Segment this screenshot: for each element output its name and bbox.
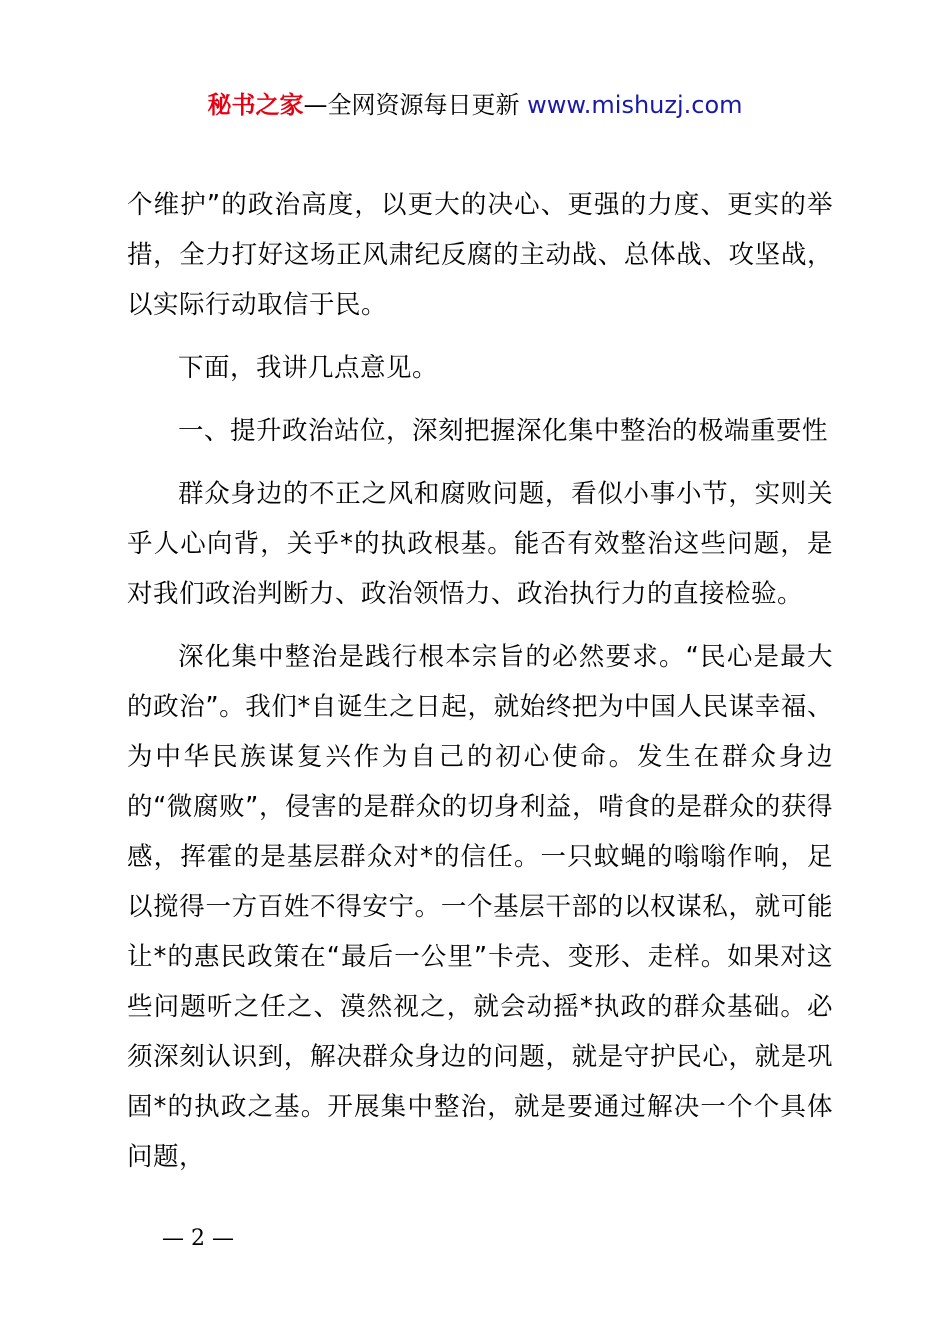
paragraph-continuation: 个维护”的政治高度，以更大的决心、更强的力度、更实的举措，全力打好这场正风肃纪反腐的主动战、总体战、攻坚战，以实际行动取信于民。 bbox=[127, 190, 833, 320]
paragraph: 深化集中整治是践行根本宗旨的必然要求。“民心是最大的政治”。我们*自诞生之日起，就始终把为中国人民谋幸福、为中华民族谋复兴作为自己的初心使命。发生在群众身边的“微腐败”，侵害的是群众的切身利益，啃食的是群众的获得感，挥霍的是基层群众对*的信任。一只蚊蝇的嗡嗡作响，足以搅得一方百姓不得安宁。一个基层干部的以权谋私，就可能让*的惠民政策在“最后一公里”卡壳、变形、走样。如果对这些问题听之任之、漠然视之，就会动摇*执政的群众基础。必须深刻认识到，解决群众身边的问题，就是守护民心，就是巩固*的执政之基。开展集中整治，就是要通过解决一个个具体问题， bbox=[127, 642, 833, 1172]
brand-name: 秘书之家 bbox=[207, 91, 304, 119]
section-heading: 一、提升政治站位，深刻把握深化集中整治的极端重要性 bbox=[178, 416, 829, 446]
paragraph: 群众身边的不正之风和腐败问题，看似小事小节，实则关乎人心向背，关乎*的执政根基。能否有效整治这些问题，是对我们政治判断力、政治领悟力、政治执行力的直接检验。 bbox=[127, 479, 833, 609]
header-tagline: —全网资源每日更新 bbox=[303, 91, 528, 119]
page-header bbox=[0, 88, 950, 122]
page-number: — 2 — bbox=[162, 1226, 234, 1251]
paragraph-intro: 下面，我讲几点意见。 bbox=[178, 353, 439, 383]
document-body bbox=[127, 180, 833, 1195]
website-link[interactable]: www.mishuzj.com bbox=[527, 91, 743, 119]
